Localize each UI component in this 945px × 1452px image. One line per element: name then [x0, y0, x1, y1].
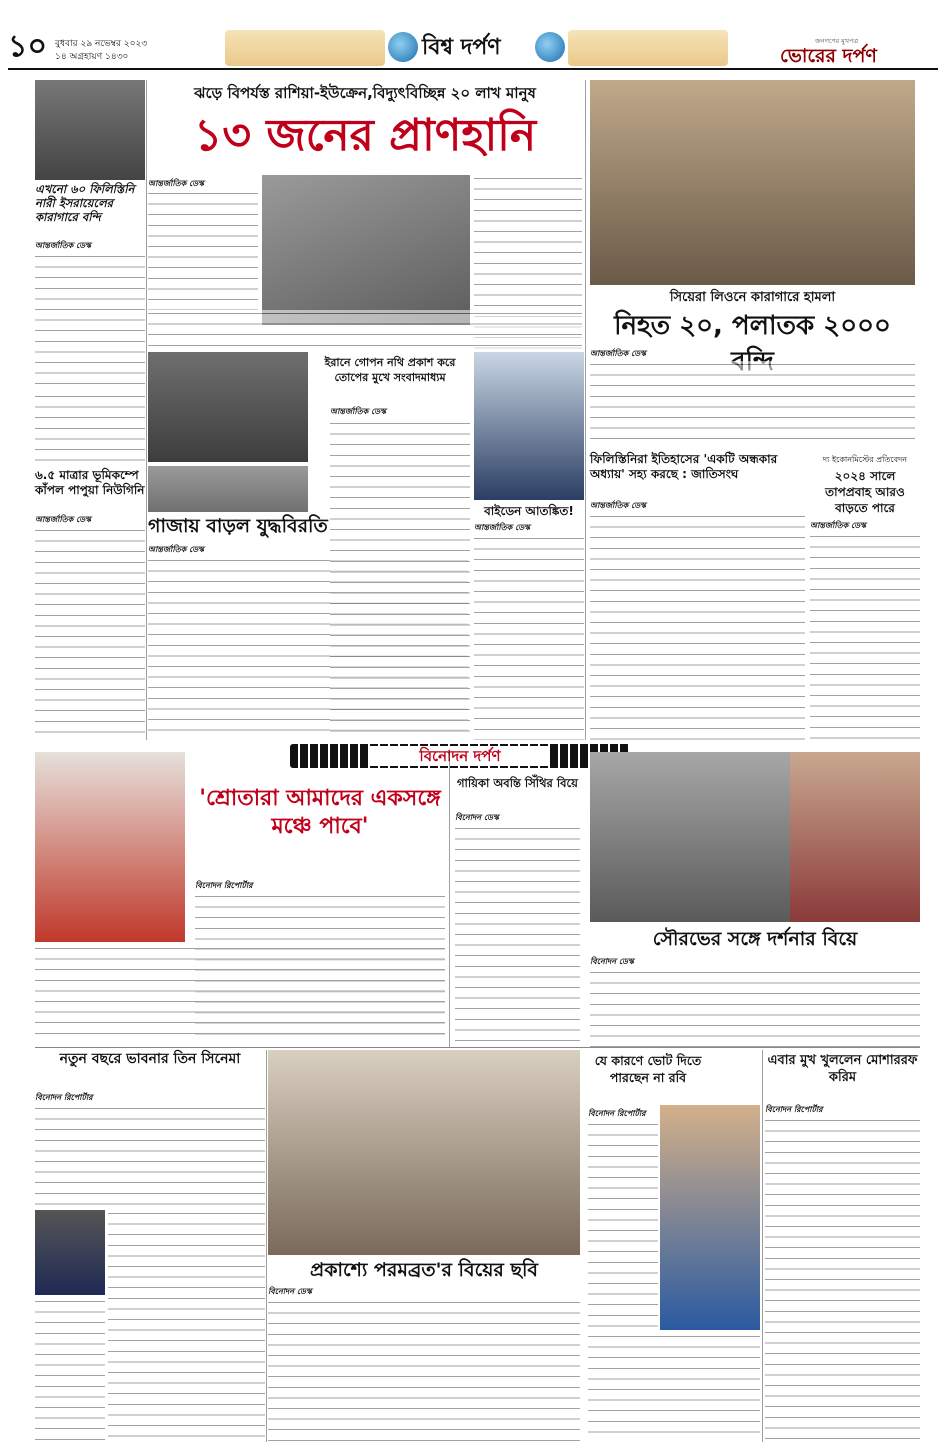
prisoners-byline: আন্তর্জাতিক ডেস্ক [35, 241, 91, 250]
actress-photo [35, 1210, 105, 1295]
column-rule [449, 752, 450, 1047]
date-line-1: বুধবার ২৯ নভেম্বর ২০২৩ [55, 39, 148, 49]
masthead [0, 0, 945, 72]
lead-headline: ১৩ জনের প্রাণহানি [193, 110, 537, 161]
quake-byline: আন্তর্জাতিক ডেস্ক [35, 515, 91, 524]
date-line-2: ১৪ অগ্রহায়ণ ১৪৩০ [55, 52, 129, 62]
iran-headline: ইরানে গোপন নথি প্রকাশ করে তোপের মুখে সংবাদমাধ্যম [324, 356, 456, 384]
wedding-body [455, 825, 580, 1047]
cinema-byline: বিনোদন রিপোর্টার [35, 1093, 93, 1102]
lead-kicker: ঝড়ে বিপর্যস্ত রাশিয়া-ইউক্রেন,বিদ্যুৎবিচ্ছিন্ন ২০ লাখ মানুষ [194, 84, 536, 102]
sierra-leone-photo [590, 80, 915, 285]
vote-headline: যে কারণে ভোট দিতে পারছেন না রবি [594, 1053, 702, 1085]
column-rule [146, 80, 147, 740]
cinema-body-3 [35, 1298, 105, 1442]
biden-body [474, 535, 584, 740]
un-body [590, 513, 805, 740]
sourav-body [590, 969, 920, 1047]
mosharraf-body [765, 1117, 920, 1442]
column-rule [266, 1050, 267, 1442]
prisoners-headline: এখনো ৬০ ফিলিস্তিনি নারী ইসরায়েলের কারাগারে বন্দি [35, 182, 135, 224]
economist-kicker: দ্য ইকোনমিস্টের প্রতিবেদন [822, 455, 908, 464]
sourav-byline: বিনোদন ডেস্ক [590, 957, 634, 966]
cinema-body [35, 1105, 265, 1205]
gaza-rubble-photo [148, 466, 308, 512]
crowd-photo [148, 352, 308, 462]
vote-body-bottom [588, 1333, 760, 1442]
quote-headline: 'শ্রোতারা আমাদের একসঙ্গে মঞ্চে পাবে' [199, 786, 441, 839]
sierra-kicker: সিয়েরা লিওনে কারাগারে হামলা [669, 290, 836, 305]
masthead-rule [8, 68, 938, 70]
entertainment-banner-label: বিনোদন দর্পণ [370, 746, 550, 766]
paper-tagline: জনগণের মুখপত্র [815, 37, 859, 45]
economist-byline: আন্তর্জাতিক ডেস্ক [810, 521, 866, 530]
un-byline: আন্তর্জাতিক ডেস্ক [590, 501, 646, 510]
globe-icon-2 [535, 32, 565, 62]
un-headline: ফিলিস্তিনিরা ইতিহাসের 'একটি অন্ধকার অধ্যায়' সহ্য করছে : জাতিসংঘ [590, 452, 778, 481]
param-byline: বিনোদন ডেস্ক [268, 1287, 312, 1296]
darshana-photo [790, 752, 920, 922]
quake-headline: ৬.৫ মাত্রার ভূমিকম্পে কাঁপল পাপুয়া নিউগিনি [35, 468, 145, 497]
lead-body-col-1 [148, 190, 258, 310]
landmarks-illustration-right [568, 30, 728, 66]
prisoners-body-2 [35, 393, 145, 463]
biden-byline: আন্তর্জাতিক ডেস্ক [474, 523, 530, 532]
mosharraf-headline: এবার মুখ খুললেন মোশাররফ করিম [767, 1053, 918, 1085]
quote-byline: বিনোদন রিপোর্টার [195, 881, 253, 890]
page-number: ১০ [8, 29, 47, 64]
wedding-byline: বিনোদন ডেস্ক [455, 813, 499, 822]
quake-body [35, 527, 145, 739]
firefighters-photo [262, 175, 470, 325]
couple-photo [590, 752, 790, 922]
gaza-headline: গাজায় বাড়ল যুদ্ধবিরতি [148, 515, 328, 537]
parambrata-photo [268, 1050, 580, 1255]
wedding-headline: গায়িকা অবন্তি সিঁথির বিয়ে [457, 776, 578, 790]
entertainment-banner [290, 744, 630, 768]
sierra-byline: আন্তর্জাতিক ডেস্ক [590, 349, 646, 358]
vote-body [588, 1121, 658, 1331]
landmarks-illustration [225, 30, 385, 66]
param-headline: প্রকাশ্যে পরমব্রত'র বিয়ের ছবি [310, 1259, 538, 1281]
param-body [268, 1299, 580, 1442]
biden-photo [474, 352, 584, 500]
column-rule [762, 1050, 763, 1442]
quote-body-full [35, 945, 445, 1040]
sourav-headline: সৌরভের সঙ্গে দর্শনার বিয়ে [652, 928, 858, 950]
vote-byline: বিনোদন রিপোর্টার [588, 1109, 646, 1118]
lead-byline: আন্তর্জাতিক ডেস্ক [148, 179, 204, 188]
mosharraf-byline: বিনোদন রিপোর্টার [765, 1105, 823, 1114]
sierra-headline: নিহত ২০, পলাতক ২০০০ [614, 311, 891, 341]
sierra-body [590, 361, 915, 448]
economist-headline: ২০২৪ সালে তাপপ্রবাহ আরও বাড়তে পারে [825, 469, 905, 515]
iran-byline: আন্তর্জাতিক ডেস্ক [330, 407, 386, 416]
biden-caption: বাইডেন আতঙ্কিত! [484, 504, 574, 518]
gaza-byline: আন্তর্জাতিক ডেস্ক [148, 545, 204, 554]
robi-photo [660, 1105, 760, 1330]
cinema-body-2 [108, 1210, 265, 1442]
lead-body-bottom [148, 310, 582, 350]
section-title: বিশ্ব দর্পণ [422, 35, 501, 60]
hijab-women-photo [35, 80, 145, 180]
cinema-headline: নতুন বছরে ভাবনার তিন সিনেমা [59, 1051, 241, 1067]
paper-name: ভোরের দর্পণ [780, 45, 877, 67]
section-rule [35, 1047, 920, 1048]
globe-icon [388, 32, 418, 62]
singer-photo [35, 752, 185, 942]
economist-body [810, 533, 920, 740]
column-rule [585, 80, 586, 740]
prisoners-body [35, 253, 145, 393]
iran-body [330, 420, 470, 740]
